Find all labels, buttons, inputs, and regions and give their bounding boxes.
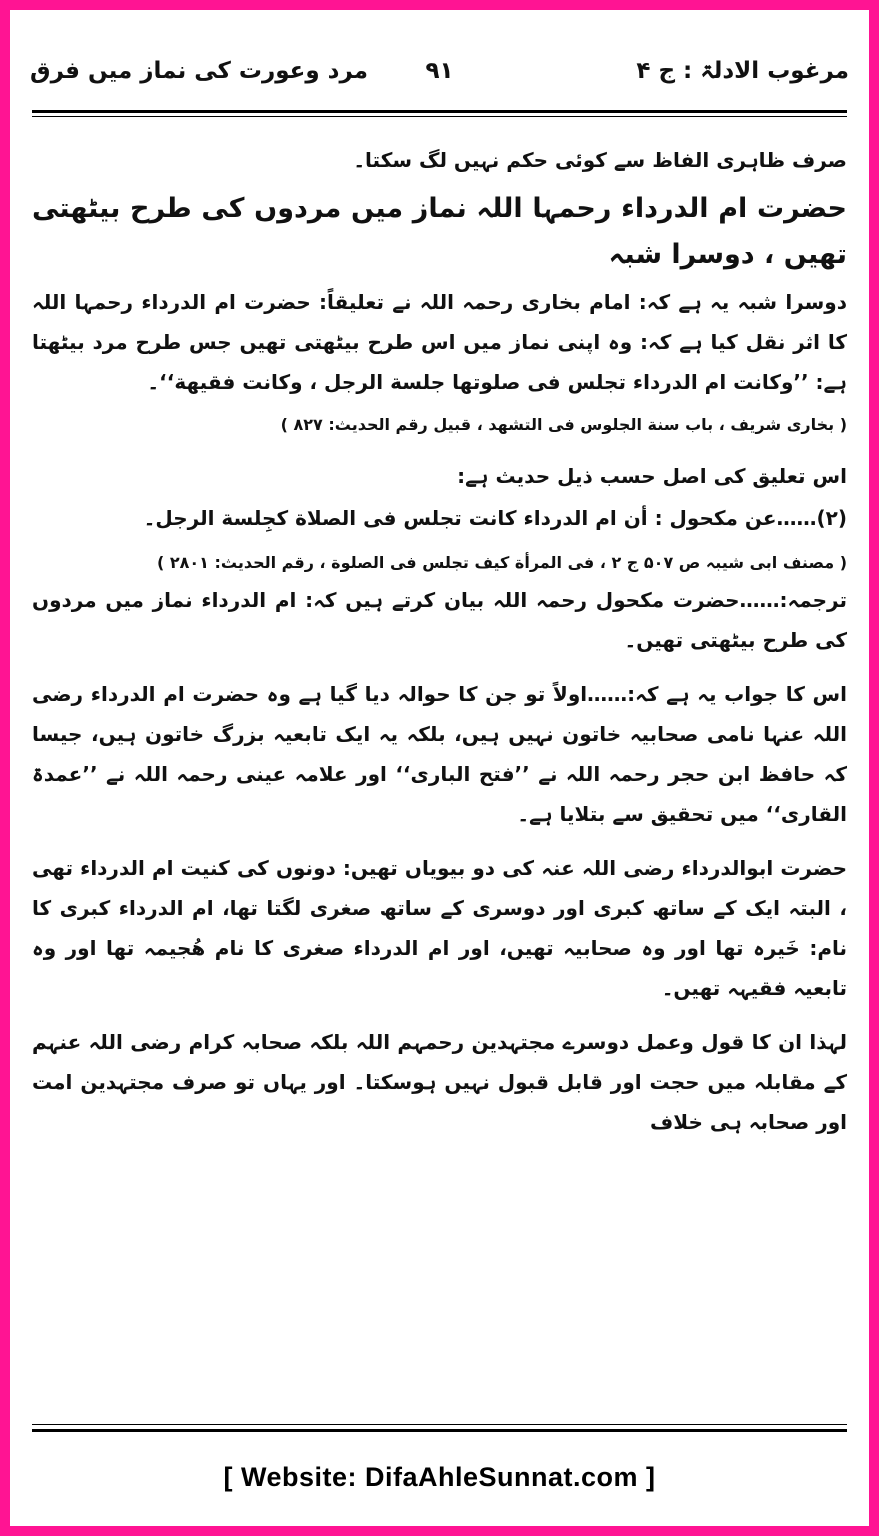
footer-rule-thin: [32, 1424, 847, 1425]
header-rule: [32, 110, 847, 113]
reference-2: ( مصنف ابی شیبہ ص ۵۰۷ ج ۲ ، فی المرأة كيف تجلس فی الصلوة ، رقم الحديث: ۲۸۰۱ ): [156, 553, 847, 572]
reference-1: ( بخاری شریف ، باب سنة الجلوس فی التشهد ، قبيل رقم الحديث: ۸۲۷ ): [280, 415, 847, 434]
intro-line: صرف ظاہری الفاظ سے کوئی حکم نہیں لگ سکتا۔: [353, 148, 847, 172]
paragraph-3: اس کا جواب یہ ہے کہ:……اولاً تو جن کا حوالہ دیا گیا ہے وہ حضرت ام الدرداء رضی اللہ عنہا نامی صحابیہ خاتون نہیں ہیں، بلکہ یہ ایک تابعیہ بزرگ خاتون ہیں، جیسا کہ حافظ ابن حجر رحمہ اللہ نے ’’فتح الباری‘‘ اور علامہ عینی رحمہ اللہ نے ’’عمدۃ القاری‘‘ میں تحقیق سے بتلایا ہے۔: [32, 682, 847, 826]
chapter-title: مرد وعورت کی نماز میں فرق: [30, 58, 369, 84]
section-heading: حضرت ام الدرداء رحمہا اللہ نماز میں مردوں کی طرح بیٹھتی تھیں ، دوسرا شبہ: [32, 193, 847, 270]
paragraph-5: لہذا ان کا قول وعمل دوسرے مجتہدین رحمہم اللہ بلکہ صحابہ کرام رضی اللہ عنہم کے مقابلہ میں حجت اور قابل قبول نہیں ہوسکتا۔ اور یہاں تو صرف مجتہدین امت اور صحابہ ہی خلاف: [32, 1030, 847, 1134]
translation: ترجمہ:……حضرت مکحول رحمہ اللہ بیان کرتے ہیں کہ: ام الدرداء نماز میں مردوں کی طرح بیٹھتی تھیں۔: [32, 588, 847, 652]
page-header: [30, 58, 849, 102]
book-title: مرغوب الادلۃ : ج ۴: [636, 58, 849, 84]
header-rule-thin: [32, 116, 847, 117]
page-number: ۹۱: [425, 58, 454, 84]
paragraph-2: اس تعلیق کی اصل حسب ذیل حدیث ہے:: [457, 464, 847, 488]
page-content: [32, 140, 847, 1142]
page: [10, 10, 869, 1526]
website-footer: [ Website: DifaAhleSunnat.com ]: [223, 1462, 656, 1492]
paragraph-1: دوسرا شبہ یہ ہے کہ: امام بخاری رحمہ اللہ نے تعلیقاً: حضرت ام الدرداء رحمہا اللہ کا اثر نقل کیا ہے کہ: وہ اپنی نماز میں اس طرح بیٹھتی تھیں جس طرح مرد بیٹھتا ہے: ’’وکانت ام الدرداء تجلس فی صلوتها جلسة الرجل ، وکانت فقيهة‘‘۔: [32, 290, 847, 394]
hadith-text: (۲)……عن مكحول : أن ام الدرداء كانت تجلس فی الصلاة كجِلسة الرجل۔: [143, 506, 847, 530]
footer-rule: [32, 1429, 847, 1432]
paragraph-4: حضرت ابوالدرداء رضی اللہ عنہ کی دو بیویاں تھیں: دونوں کی کنیت ام الدرداء تھی ، البتہ ایک کے ساتھ کبری اور دوسری کے ساتھ صغری لگتا تھا، ام الدرداء کبری کا نام: خَیرہ تھا اور وہ صحابیہ تھیں، اور ام الدرداء صغری کا نام ھُجیمہ تھا اور وہ تابعیہ فقیہہ تھیں۔: [32, 856, 847, 1000]
